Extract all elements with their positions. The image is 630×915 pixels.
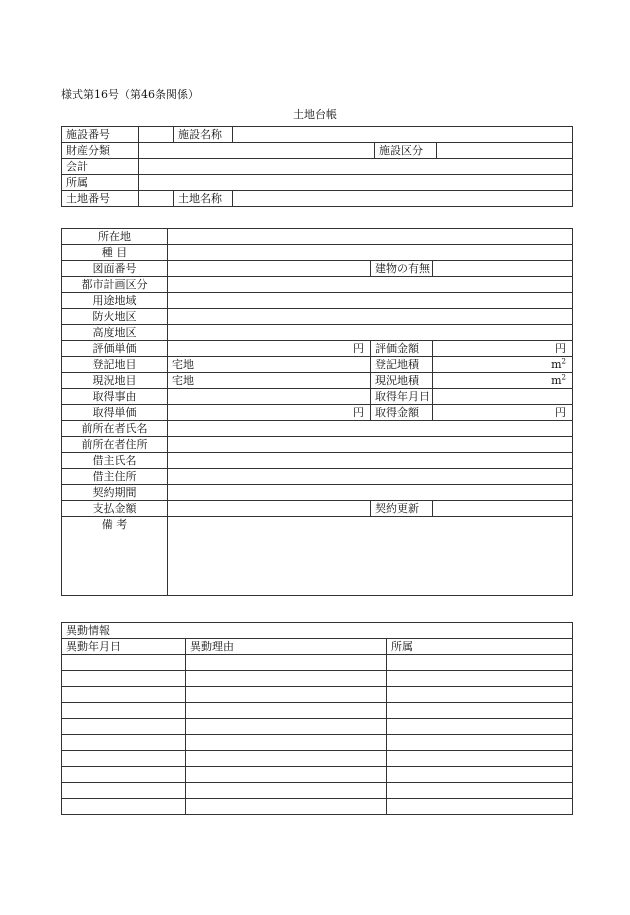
history-date-cell[interactable] xyxy=(62,767,186,783)
location-label: 所在地 xyxy=(62,229,168,245)
history-reason-cell[interactable] xyxy=(186,799,387,815)
history-date-cell[interactable] xyxy=(62,799,186,815)
facility-class-label: 施設区分 xyxy=(375,143,437,159)
map-no-label: 図面番号 xyxy=(62,261,168,277)
cur-area-value[interactable] xyxy=(433,373,573,389)
facility-no-label: 施設番号 xyxy=(62,127,139,143)
facility-class-value[interactable] xyxy=(437,143,573,159)
payment-label: 支払金額 xyxy=(62,501,168,517)
table-row xyxy=(62,703,573,719)
eval-unit-price-value[interactable]: 円 xyxy=(168,341,371,357)
history-date-cell[interactable] xyxy=(62,719,186,735)
contract-period-label: 契約期間 xyxy=(62,485,168,501)
map-no-value[interactable] xyxy=(168,261,371,277)
area-unit-sup: 2 xyxy=(561,357,566,366)
change-history-table xyxy=(61,622,573,815)
acq-date-value[interactable] xyxy=(433,389,573,405)
reg-area-label: 登記地積 xyxy=(371,357,433,373)
urban-class-label: 都市計画区分 xyxy=(62,277,168,293)
history-dept-cell[interactable] xyxy=(387,703,573,719)
building-label: 建物の有無 xyxy=(371,261,433,277)
dept-label: 所属 xyxy=(62,175,139,191)
acq-date-label: 取得年月日 xyxy=(371,389,433,405)
land-name-label: 土地名称 xyxy=(174,191,233,207)
form-number: 様式第16号（第46条関係） xyxy=(61,88,199,101)
fire-zone-value[interactable] xyxy=(168,309,573,325)
reg-area-value[interactable] xyxy=(433,357,573,373)
eval-amount-label: 評価金額 xyxy=(371,341,433,357)
acq-reason-label: 取得事由 xyxy=(62,389,168,405)
history-dept-cell[interactable] xyxy=(387,767,573,783)
land-no-value[interactable] xyxy=(139,191,174,207)
history-dept-cell[interactable] xyxy=(387,687,573,703)
lessee-name-label: 借主氏名 xyxy=(62,453,168,469)
history-dept-cell[interactable] xyxy=(387,783,573,799)
height-zone-label: 高度地区 xyxy=(62,325,168,341)
history-reason-cell[interactable] xyxy=(186,671,387,687)
history-date-cell[interactable] xyxy=(62,687,186,703)
facility-no-value[interactable] xyxy=(139,127,174,143)
table-row xyxy=(62,767,573,783)
account-value[interactable] xyxy=(139,159,573,175)
remarks-label: 備 考 xyxy=(62,517,168,596)
table-row xyxy=(62,735,573,751)
history-dept-cell[interactable] xyxy=(387,671,573,687)
history-dept-cell[interactable] xyxy=(387,719,573,735)
history-date-cell[interactable] xyxy=(62,735,186,751)
history-col-date: 異動年月日 xyxy=(62,639,186,655)
acq-amount-value[interactable]: 円 xyxy=(433,405,573,421)
cur-area-label: 現況地積 xyxy=(371,373,433,389)
reg-category-label: 登記地目 xyxy=(62,357,168,373)
prev-owner-name-value[interactable] xyxy=(168,421,573,437)
prev-owner-name-label: 前所在者氏名 xyxy=(62,421,168,437)
eval-amount-value[interactable]: 円 xyxy=(433,341,573,357)
table-row xyxy=(62,799,573,815)
reg-category-value[interactable]: 宅地 xyxy=(168,357,371,373)
remarks-value[interactable] xyxy=(168,517,573,596)
table-row xyxy=(62,687,573,703)
area-unit: m xyxy=(551,374,562,387)
area-unit: m xyxy=(551,358,562,371)
table-row xyxy=(62,719,573,735)
fire-zone-label: 防火地区 xyxy=(62,309,168,325)
history-date-cell[interactable] xyxy=(62,671,186,687)
land-name-value[interactable] xyxy=(233,191,573,207)
history-section-label: 異動情報 xyxy=(62,623,573,639)
lessee-addr-value[interactable] xyxy=(168,469,573,485)
location-value[interactable] xyxy=(168,229,573,245)
use-zone-label: 用途地域 xyxy=(62,293,168,309)
contract-renewal-value[interactable] xyxy=(433,501,573,517)
table-row xyxy=(62,783,573,799)
history-dept-cell[interactable] xyxy=(387,735,573,751)
dept-value[interactable] xyxy=(139,175,573,191)
history-reason-cell[interactable] xyxy=(186,719,387,735)
area-unit-sup: 2 xyxy=(561,373,566,382)
facility-name-value[interactable] xyxy=(233,127,573,143)
acq-unit-price-value[interactable]: 円 xyxy=(168,405,371,421)
property-class-label: 財産分類 xyxy=(62,143,139,159)
lessee-addr-label: 借主住所 xyxy=(62,469,168,485)
history-reason-cell[interactable] xyxy=(186,783,387,799)
contract-period-value[interactable] xyxy=(168,485,573,501)
type-value[interactable] xyxy=(168,245,573,261)
table-row xyxy=(62,655,573,671)
account-label: 会計 xyxy=(62,159,139,175)
history-reason-cell[interactable] xyxy=(186,735,387,751)
eval-unit-price-label: 評価単価 xyxy=(62,341,168,357)
history-reason-cell[interactable] xyxy=(186,687,387,703)
history-date-cell[interactable] xyxy=(62,703,186,719)
table-row xyxy=(62,751,573,767)
history-col-dept: 所属 xyxy=(387,639,573,655)
history-reason-cell[interactable] xyxy=(186,751,387,767)
history-dept-cell[interactable] xyxy=(387,751,573,767)
building-value[interactable] xyxy=(433,261,573,277)
urban-class-value[interactable] xyxy=(168,277,573,293)
history-dept-cell[interactable] xyxy=(387,799,573,815)
acq-unit-price-label: 取得単価 xyxy=(62,405,168,421)
history-dept-cell[interactable] xyxy=(387,655,573,671)
contract-renewal-label: 契約更新 xyxy=(371,501,433,517)
payment-value[interactable] xyxy=(168,501,371,517)
facility-name-label: 施設名称 xyxy=(174,127,233,143)
height-zone-value[interactable] xyxy=(168,325,573,341)
cur-category-value[interactable]: 宅地 xyxy=(168,373,371,389)
acq-amount-label: 取得金額 xyxy=(371,405,433,421)
prev-owner-addr-label: 前所在者住所 xyxy=(62,437,168,453)
property-class-value[interactable] xyxy=(139,143,375,159)
history-date-cell[interactable] xyxy=(62,751,186,767)
history-date-cell[interactable] xyxy=(62,783,186,799)
cur-category-label: 現況地目 xyxy=(62,373,168,389)
table-row xyxy=(62,671,573,687)
lessee-name-value[interactable] xyxy=(168,453,573,469)
facility-table xyxy=(61,126,573,207)
history-col-reason: 異動理由 xyxy=(186,639,387,655)
history-reason-cell[interactable] xyxy=(186,703,387,719)
history-reason-cell[interactable] xyxy=(186,655,387,671)
acq-reason-value[interactable] xyxy=(168,389,371,405)
prev-owner-addr-value[interactable] xyxy=(168,437,573,453)
type-label: 種 目 xyxy=(62,245,168,261)
use-zone-value[interactable] xyxy=(168,293,573,309)
document-title: 土地台帳 xyxy=(293,108,337,121)
land-details-table xyxy=(61,228,573,596)
history-reason-cell[interactable] xyxy=(186,767,387,783)
history-date-cell[interactable] xyxy=(62,655,186,671)
land-no-label: 土地番号 xyxy=(62,191,139,207)
